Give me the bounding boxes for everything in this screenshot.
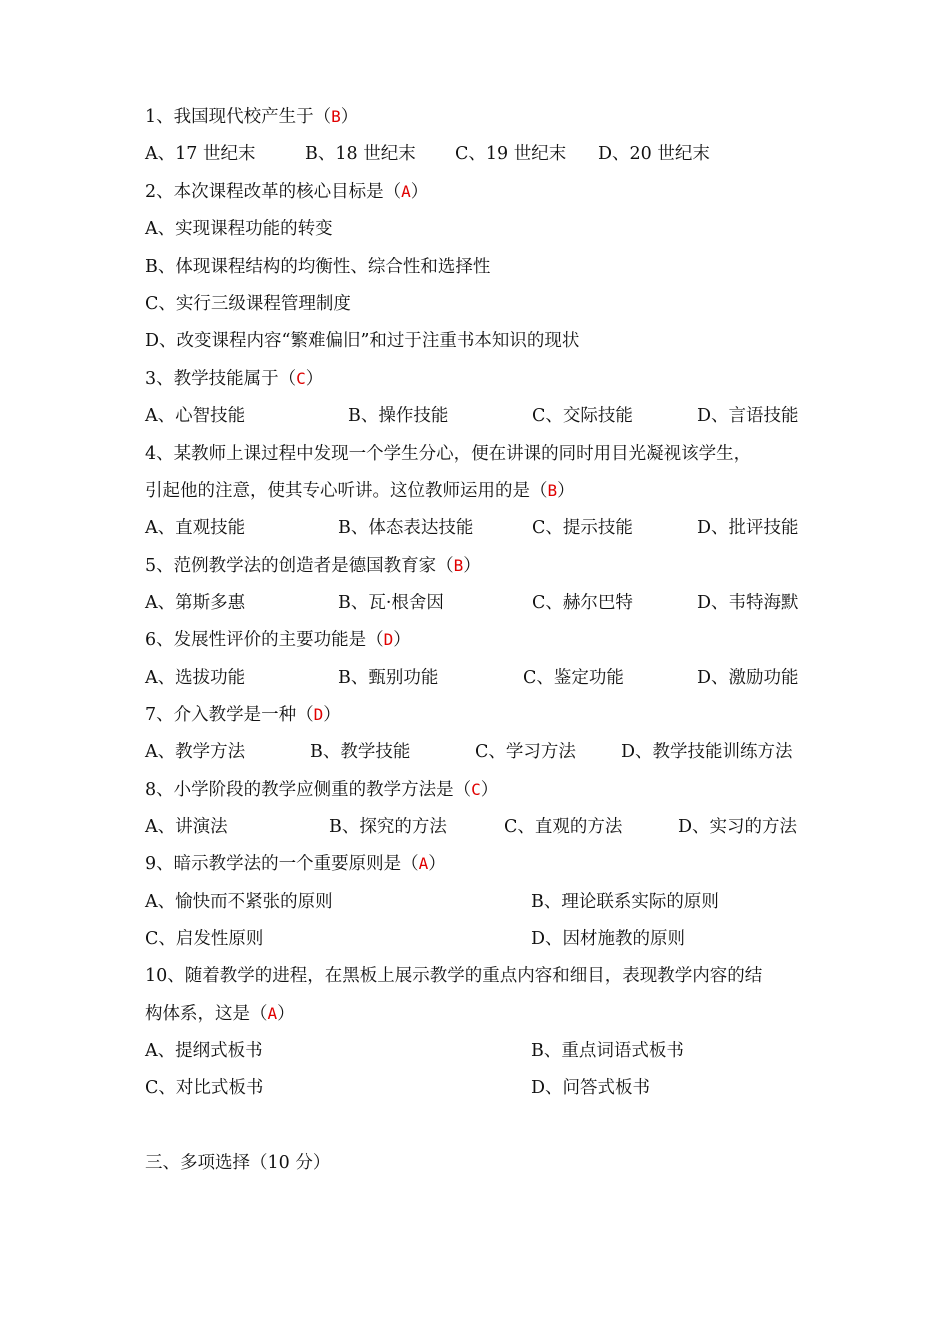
option-10d: D、问答式板书 [531,1078,651,1098]
option-6d: D、激励功能 [697,668,799,688]
question-3-stem: 3、教学技能属于（C） [145,369,324,389]
answer-6: D [383,630,394,649]
option-5c: C、赫尔巴特 [532,593,633,613]
option-3c: C、交际技能 [532,406,633,426]
answer-4: B [547,481,558,500]
section-heading: 三、多项选择（10 分） [145,1153,331,1173]
option-6c: C、鉴定功能 [523,668,624,688]
answer-8: C [471,780,481,799]
option-2c: C、实行三级课程管理制度 [145,294,351,314]
option-3b: B、操作技能 [348,406,449,426]
question-4-stem-line1: 4、某教师上课过程中发现一个学生分心，便在讲课的同时用目光凝视该学生， [145,444,752,464]
answer-9: A [418,854,429,873]
question-5-stem: 5、范例教学法的创造者是德国教育家（B） [145,556,481,576]
option-10a: A、提纲式板书 [145,1041,263,1061]
option-10c: C、对比式板书 [145,1078,264,1098]
option-1b: B、18 世纪末 [305,144,416,164]
answer-1: B [331,107,341,126]
question-7-stem: 7、介入教学是一种（D） [145,705,341,725]
option-1c: C、19 世纪末 [455,144,567,164]
answer-10: A [267,1004,278,1023]
option-4b: B、体态表达技能 [338,518,474,538]
question-9-stem: 9、暗示教学法的一个重要原则是（A） [145,854,446,874]
option-8b: B、探究的方法 [329,817,447,837]
option-8c: C、直观的方法 [504,817,623,837]
option-2b: B、体现课程结构的均衡性、综合性和选择性 [145,257,491,277]
option-5a: A、第斯多惠 [145,593,246,613]
option-6b: B、甄别功能 [338,668,439,688]
option-4a: A、直观技能 [145,518,246,538]
option-7c: C、学习方法 [475,742,576,762]
option-9c: C、启发性原则 [145,929,264,949]
option-3a: A、心智技能 [145,406,246,426]
answer-2: A [401,182,411,201]
option-1a: A、17 世纪末 [145,144,256,164]
answer-5: B [453,556,464,575]
option-2a: A、实现课程功能的转变 [145,219,333,239]
option-8d: D、实习的方法 [678,817,798,837]
question-6-stem: 6、发展性评价的主要功能是（D） [145,630,411,650]
option-6a: A、选拔功能 [145,668,246,688]
option-9d: D、因材施教的原则 [531,929,686,949]
option-9a: A、愉快而不紧张的原则 [145,892,333,912]
option-4c: C、提示技能 [532,518,633,538]
question-4-stem-line2: 引起他的注意，使其专心听讲。这位教师运用的是（B） [145,481,575,501]
option-4d: D、批评技能 [697,518,799,538]
answer-3: C [296,369,306,388]
option-7d: D、教学技能训练方法 [621,742,793,762]
option-7b: B、教学技能 [310,742,411,762]
option-10b: B、重点词语式板书 [531,1041,684,1061]
question-1-stem: 1、我国现代校产生于（B） [145,107,359,127]
option-9b: B、理论联系实际的原则 [531,892,719,912]
option-1d: D、20 世纪末 [598,144,710,164]
option-8a: A、讲演法 [145,817,228,837]
answer-7: D [313,705,324,724]
question-10-stem-line2: 构体系，这是（A） [145,1004,295,1024]
option-7a: A、教学方法 [145,742,246,762]
question-10-stem-line1: 10、随着教学的进程，在黑板上展示教学的重点内容和细目，表现教学内容的结 [145,966,763,986]
question-8-stem: 8、小学阶段的教学应侧重的教学方法是（C） [145,780,499,800]
option-5b: B、瓦·根舍因 [338,593,444,613]
option-5d: D、韦特海默 [697,593,799,613]
question-2-stem: 2、本次课程改革的核心目标是（A） [145,182,429,202]
option-3d: D、言语技能 [697,406,799,426]
option-2d: D、改变课程内容“繁难偏旧”和过于注重书本知识的现状 [145,331,580,351]
